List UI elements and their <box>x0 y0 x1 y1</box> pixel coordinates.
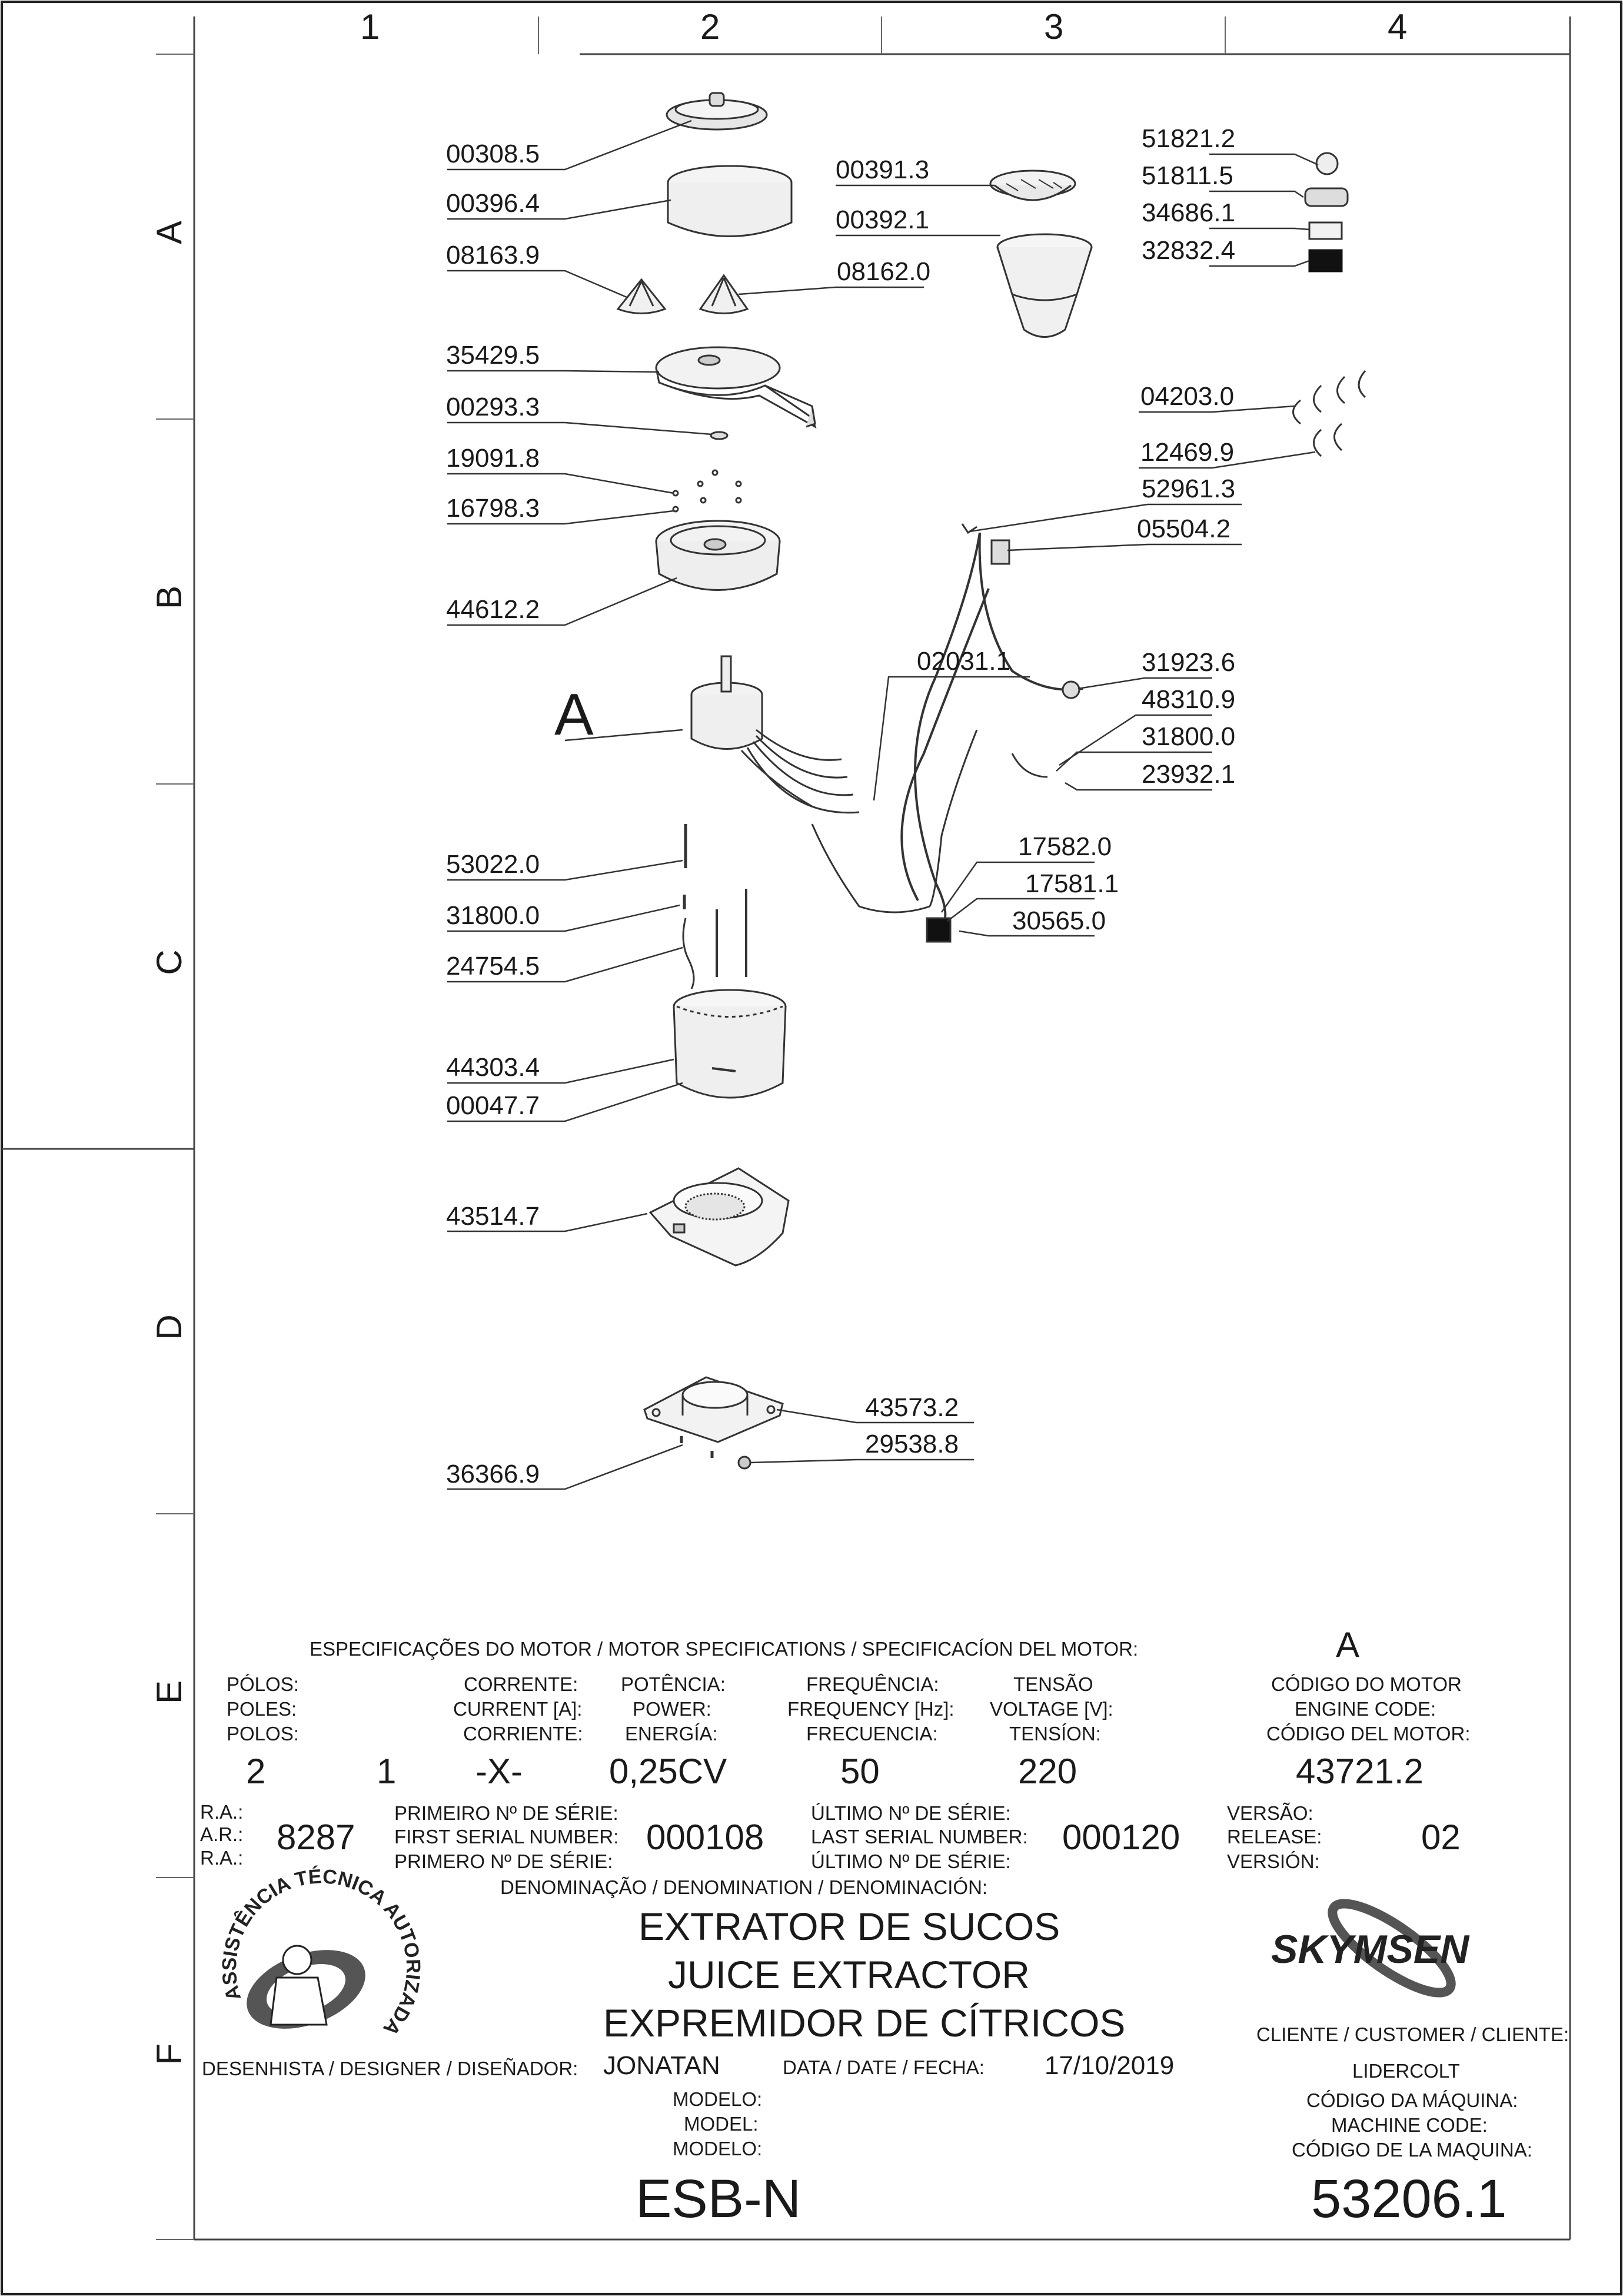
part-label: 17582.0 <box>1018 832 1112 861</box>
specs-motor-ref: A <box>1336 1625 1360 1664</box>
part-label: 31800.0 <box>1142 722 1236 751</box>
engine-code-label-es: CÓDIGO DEL MOTOR: <box>1266 1723 1471 1745</box>
part-label: 29538.8 <box>865 1430 959 1458</box>
voltage-label-es: TENSÍON: <box>1009 1723 1101 1745</box>
machine-code-label-en: MACHINE CODE: <box>1331 2114 1488 2136</box>
first-serial-label-es: PRIMERO Nº DE SÉRIE: <box>394 1850 613 1872</box>
part-label: 08163.9 <box>446 241 540 270</box>
part-label: 00392.1 <box>836 205 930 234</box>
model-value: ESB-N <box>636 2169 801 2229</box>
grid-col-2: 2 <box>700 7 720 46</box>
engine-code-value: 43721.2 <box>1296 1752 1424 1791</box>
skymsen-logo <box>1271 1889 1470 2007</box>
part-label: 51811.5 <box>1142 161 1233 190</box>
current-label-en: CURRENT [A]: <box>453 1698 583 1720</box>
part-label: 00308.5 <box>446 139 540 168</box>
grid-col-3: 3 <box>1044 7 1064 46</box>
part-label: 00047.7 <box>446 1091 540 1120</box>
denomination-label: DENOMINAÇÃO / DENOMINATION / DENOMINACIÓN: <box>500 1876 988 1898</box>
svg-text:ASSISTÊNCIA TÉCNICA AUTORIZADA: ASSISTÊNCIA TÉCNICA AUTORIZADA <box>218 1865 425 2040</box>
grid-row-d: D <box>149 1314 189 1340</box>
version-label-es: VERSIÓN: <box>1227 1850 1320 1872</box>
voltage-label-en: VOLTAGE [V]: <box>990 1698 1113 1720</box>
last-serial-label-pt: ÚLTIMO Nº DE SÉRIE: <box>811 1802 1011 1824</box>
part-label: 36366.9 <box>446 1460 540 1488</box>
last-serial-label-es: ÚLTIMO Nº DE SÉRIE: <box>811 1850 1011 1872</box>
current-value: 1 <box>377 1752 397 1791</box>
first-serial-label-pt: PRIMEIRO Nº DE SÉRIE: <box>394 1802 618 1824</box>
part-label: 24754.5 <box>446 952 540 981</box>
grid-row-e: E <box>149 1680 189 1704</box>
poles-label-en: POLES: <box>227 1698 297 1720</box>
customer-value: LIDERCOLT <box>1352 2060 1460 2082</box>
part-label: 00396.4 <box>446 189 540 218</box>
part-label: 12469.9 <box>1140 438 1235 467</box>
part-label: 17581.1 <box>1025 869 1119 898</box>
customer-label: CLIENTE / CUSTOMER / CLIENTE: <box>1256 2023 1569 2045</box>
version-label-en: RELEASE: <box>1227 1826 1322 1848</box>
designer-value: JONATAN <box>603 2051 720 2080</box>
power-label-pt: POTÊNCIA: <box>621 1673 726 1695</box>
part-label: 32832.4 <box>1142 236 1236 265</box>
poles-label-pt: PÓLOS: <box>227 1673 299 1695</box>
dash-value: -X- <box>475 1752 523 1791</box>
part-label: 04203.0 <box>1140 382 1235 411</box>
last-serial-label-en: LAST SERIAL NUMBER: <box>811 1826 1028 1848</box>
designer-label: DESENHISTA / DESIGNER / DISEÑADOR: <box>202 2058 578 2079</box>
part-label: 34686.1 <box>1142 198 1236 227</box>
part-label: 44303.4 <box>446 1053 540 1082</box>
grid-row-f: F <box>149 2043 189 2065</box>
model-label-pt: MODELO: <box>673 2088 763 2110</box>
specs-heading: ESPECIFICAÇÕES DO MOTOR / MOTOR SPECIFICATIONS / SPECIFICACÍON DEL MOTOR: <box>310 1638 1139 1660</box>
grid-row-c: C <box>149 949 189 975</box>
part-label: 05504.2 <box>1137 514 1231 543</box>
first-serial-value: 000108 <box>646 1817 764 1857</box>
power-label-es: ENERGÍA: <box>625 1723 718 1745</box>
part-label: 51821.2 <box>1142 124 1236 153</box>
part-label: 52961.3 <box>1142 474 1236 503</box>
current-label-es: CORRIENTE: <box>463 1723 583 1745</box>
exploded-view <box>618 93 1365 1468</box>
svg-text:SKYMSEN: SKYMSEN <box>1271 1927 1469 1972</box>
freq-value: 50 <box>840 1752 880 1791</box>
voltage-label-pt: TENSÃO <box>1013 1673 1093 1695</box>
product-name-en: JUICE EXTRACTOR <box>668 1953 1030 1996</box>
model-label-es: MODELO: <box>673 2138 763 2159</box>
ra-label-1: R.A.: <box>200 1801 244 1823</box>
ar-label: A.R.: <box>200 1823 244 1845</box>
power-label-en: POWER: <box>633 1698 711 1720</box>
part-label: 43573.2 <box>865 1393 959 1422</box>
product-name-es: EXPREMIDOR DE CÍTRICOS <box>603 2001 1126 2045</box>
grid-col-1: 1 <box>360 7 380 46</box>
last-serial-value: 000120 <box>1062 1817 1180 1857</box>
part-label: 30565.0 <box>1012 906 1106 935</box>
voltage-value: 220 <box>1018 1752 1077 1791</box>
grid-col-4: 4 <box>1388 7 1408 46</box>
leader-lines <box>447 121 1318 1489</box>
part-label: 48310.9 <box>1142 685 1236 714</box>
part-label: 08162.0 <box>837 257 931 286</box>
part-label: 16798.3 <box>446 494 540 523</box>
model-label-en: MODEL: <box>684 2113 759 2135</box>
grid-row-b: B <box>149 585 189 610</box>
version-value: 02 <box>1421 1817 1461 1857</box>
freq-label-es: FRECUENCIA: <box>806 1723 938 1745</box>
part-label: 31923.6 <box>1142 648 1236 677</box>
machine-code-label-pt: CÓDIGO DA MÁQUINA: <box>1306 2089 1518 2111</box>
part-label: 00391.3 <box>836 155 930 184</box>
part-label: 44612.2 <box>446 595 540 624</box>
part-label: 53022.0 <box>446 850 540 879</box>
part-label: 00293.3 <box>446 393 540 421</box>
engine-code-label-en: ENGINE CODE: <box>1295 1698 1436 1720</box>
current-label-pt: CORRENTE: <box>464 1673 578 1695</box>
power-value: 0,25CV <box>609 1752 727 1791</box>
poles-label-es: POLOS: <box>227 1723 299 1745</box>
ra-label-2: R.A.: <box>200 1847 244 1869</box>
freq-label-en: FREQUENCY [Hz]: <box>787 1698 954 1720</box>
part-label: 23932.1 <box>1142 760 1236 789</box>
part-label: 02031.1 <box>917 647 1011 676</box>
first-serial-label-en: FIRST SERIAL NUMBER: <box>394 1826 619 1848</box>
poles-value: 2 <box>246 1752 266 1791</box>
authorized-service-seal <box>218 1865 425 2044</box>
part-label: 19091.8 <box>446 444 540 473</box>
part-label: 43514.7 <box>446 1202 540 1231</box>
machine-code-label-es: CÓDIGO DE LA MAQUINA: <box>1292 2139 1532 2161</box>
grid-row-a: A <box>149 220 189 245</box>
product-name-pt: EXTRATOR DE SUCOS <box>638 1905 1060 1948</box>
ra-value: 8287 <box>277 1817 355 1857</box>
date-label: DATA / DATE / FECHA: <box>783 2056 985 2078</box>
part-label: 31800.0 <box>446 901 540 930</box>
motor-callout: A <box>554 682 594 747</box>
freq-label-pt: FREQUÊNCIA: <box>806 1673 939 1695</box>
version-label-pt: VERSÃO: <box>1227 1802 1313 1824</box>
date-value: 17/10/2019 <box>1045 2051 1175 2080</box>
machine-code-value: 53206.1 <box>1311 2169 1507 2229</box>
part-label: 35429.5 <box>446 341 540 370</box>
engine-code-label-pt: CÓDIGO DO MOTOR <box>1271 1673 1462 1695</box>
